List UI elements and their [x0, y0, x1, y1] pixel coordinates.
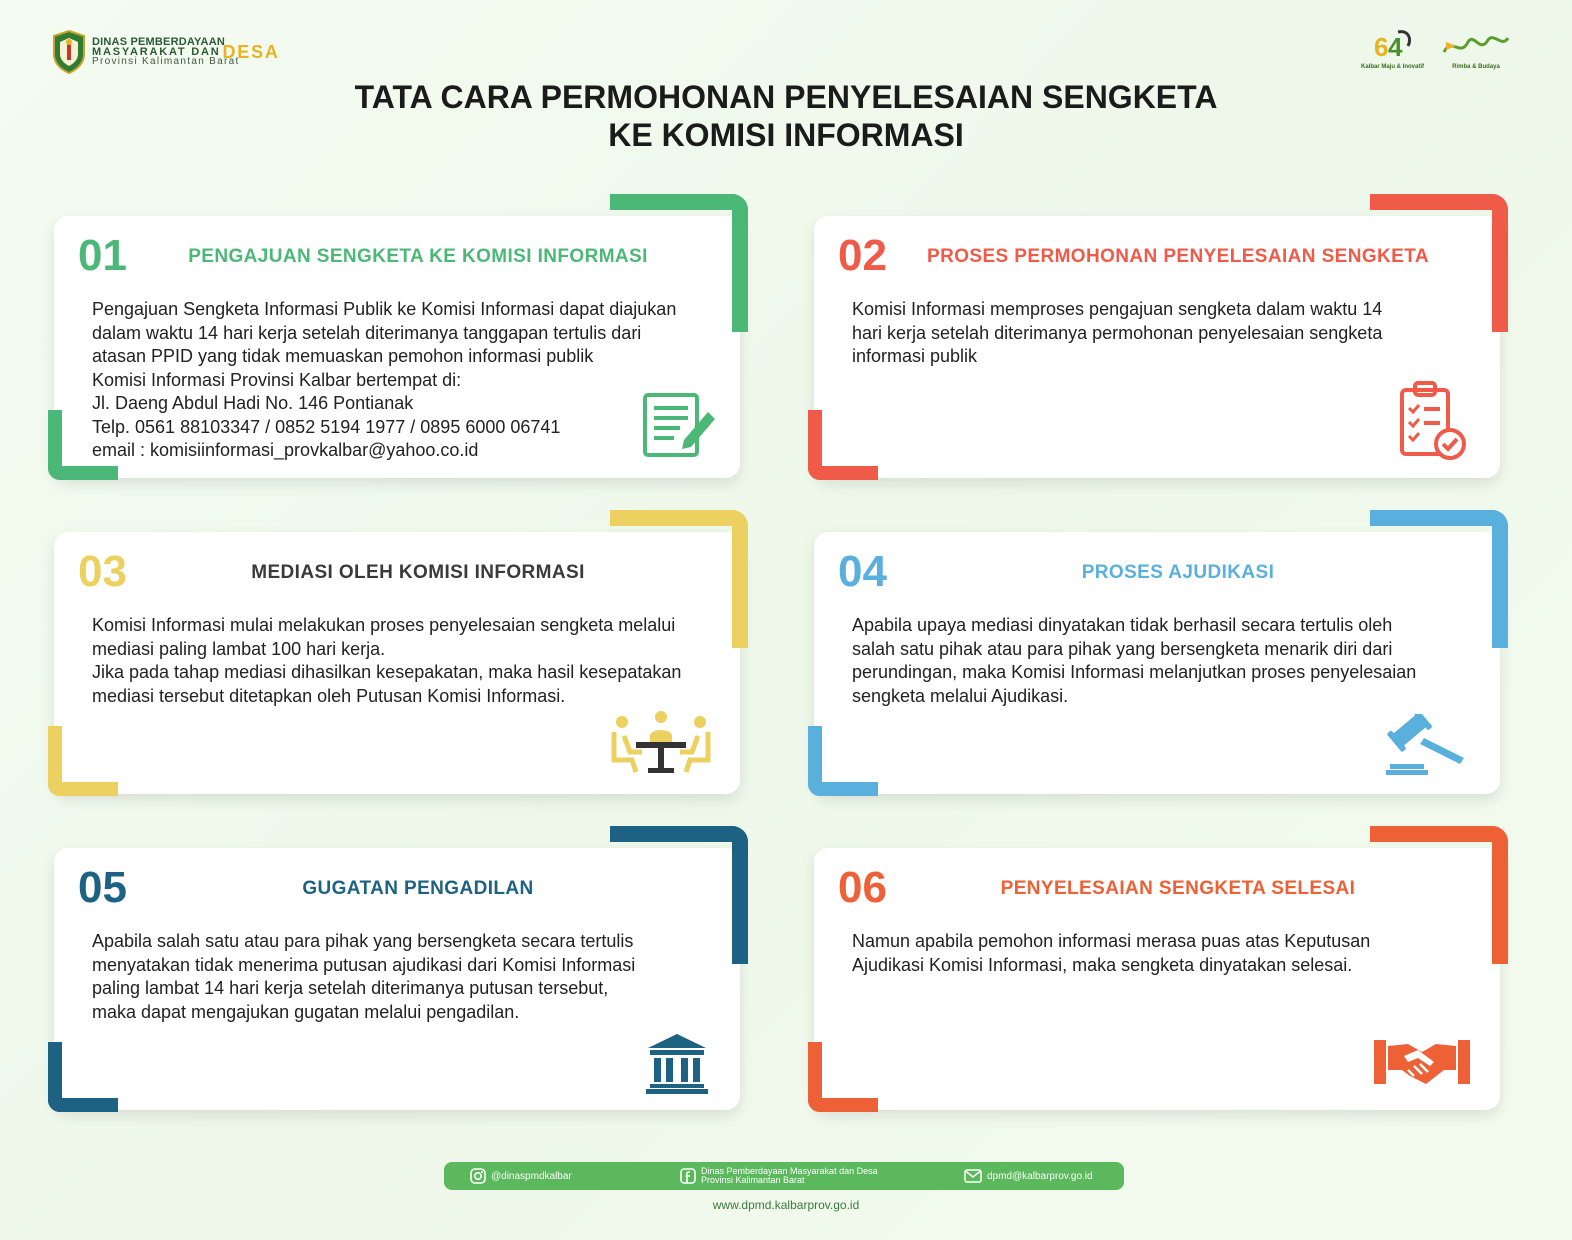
step-card-04	[808, 510, 1498, 792]
facebook-page-line1: Dinas Pemberdayaan Masyarakat dan Desa	[701, 1166, 878, 1176]
step-line: Namun apabila pemohon informasi merasa puas atas Keputusan	[852, 931, 1371, 951]
document-edit-icon	[642, 392, 718, 458]
step-description	[92, 298, 712, 463]
crest-icon	[52, 30, 86, 74]
meeting-icon	[610, 710, 712, 776]
step-line: paling lambat 14 hari kerja setelah diterimanya putusan tersebut,	[92, 978, 609, 998]
email-address: dpmd@kalbarprov.go.id	[987, 1170, 1093, 1182]
step-line: Jl. Daeng Abdul Hadi No. 146 Pontianak	[92, 393, 414, 413]
step-line: Ajudikasi Komisi Informasi, maka sengketa dinyatakan selesai.	[852, 954, 1353, 975]
footer-email[interactable]	[964, 1169, 1093, 1183]
step-number: 05	[78, 863, 127, 912]
step-line: atasan PPID yang tidak memuaskan pemohon informasi publik	[92, 346, 594, 366]
step-description	[852, 614, 1472, 708]
org-province: Provinsi Kalimantan Barat	[92, 56, 240, 67]
clipboard-check-icon	[1398, 380, 1468, 462]
step-card-06	[808, 826, 1498, 1108]
kalbar-script-icon	[1440, 28, 1512, 64]
kalbar-rimba-caption: Rimba & Budaya	[1452, 64, 1500, 70]
step-line: Pengajuan Sengketa Informasi Publik ke Komisi Informasi dapat diajukan	[92, 299, 677, 319]
page-title-line1: TATA CARA PERMOHONAN PENYELESAIAN SENGKETA	[354, 79, 1218, 115]
step-card-05	[48, 826, 738, 1108]
kalbar-maju-caption: Kalbar Maju & Inovatif	[1360, 64, 1424, 70]
corner-accent-bottom	[808, 1042, 878, 1112]
step-description	[92, 614, 712, 708]
step-line: maka dapat mengajukan gugatan melalui pengadilan.	[92, 1001, 520, 1022]
step-number: 06	[838, 863, 887, 912]
step-line: dalam waktu 14 hari kerja setelah diterimanya tanggapan tertulis dari	[92, 322, 642, 343]
step-description	[852, 930, 1472, 977]
org-logo	[52, 30, 280, 74]
step-heading: PENYELESAIAN SENGKETA SELESAI	[1000, 878, 1356, 899]
step-line: mediasi paling lambat 100 hari kerja.	[92, 638, 386, 659]
footer-instagram[interactable]	[470, 1168, 572, 1184]
gavel-icon	[1386, 714, 1468, 776]
step-card-02	[808, 194, 1498, 476]
step-line: Telp. 0561 88103347 / 0852 5194 1977 / 0895 6000 06741	[92, 416, 561, 437]
step-number: 02	[838, 231, 887, 280]
step-line: menyatakan tidak menerima putusan ajudikasi dari Komisi Informasi	[92, 954, 636, 975]
step-description	[852, 298, 1472, 369]
step-number: 03	[78, 547, 127, 596]
step-card-03	[48, 510, 738, 792]
step-heading: GUGATAN PENGADILAN	[302, 878, 534, 899]
step-heading: PROSES AJUDIKASI	[1081, 562, 1275, 583]
step-line: Jika pada tahap mediasi dihasilkan kesepakatan, maka hasil kesepatakan	[92, 662, 682, 682]
org-name-line2: MASYARAKAT DAN	[92, 46, 221, 58]
svg-text:6: 6	[1374, 32, 1389, 62]
website-link[interactable]: www.dpmd.kalbarprov.go.id	[712, 1198, 860, 1212]
step-line: Apabila upaya mediasi dinyatakan tidak berhasil secara tertulis oleh	[852, 615, 1393, 635]
step-line: informasi publik	[852, 346, 978, 366]
org-name-line1: DINAS PEMBERDAYAAN	[92, 36, 225, 48]
corner-accent-bottom	[48, 1042, 118, 1112]
step-heading: PENGAJUAN SENGKETA KE KOMISI INFORMASI	[188, 246, 648, 267]
step-card-01	[48, 194, 738, 476]
kalbar-64-icon	[1368, 28, 1416, 64]
step-line: Komisi Informasi memproses pengajuan sengketa dalam waktu 14	[852, 299, 1383, 319]
step-line: Apabila salah satu atau para pihak yang bersengketa secara tertulis	[92, 931, 634, 951]
org-name-desa: DESA	[222, 42, 280, 62]
step-number: 04	[838, 547, 887, 596]
footer-contact-bar	[444, 1162, 1124, 1190]
step-line: hari kerja setelah diterimanya permohonan penyelesaian sengketa	[852, 322, 1383, 343]
facebook-icon	[680, 1168, 696, 1184]
mail-icon	[964, 1169, 982, 1183]
svg-text:4: 4	[1388, 32, 1403, 62]
step-line: email : komisiinformasi_provkalbar@yahoo.co.id	[92, 440, 479, 460]
step-heading: MEDIASI OLEH KOMISI INFORMASI	[251, 562, 585, 583]
step-line: sengketa melalui Ajudikasi.	[852, 685, 1069, 706]
step-heading: PROSES PERMOHONAN PENYELESAIAN SENGKETA	[927, 246, 1429, 267]
courthouse-icon	[646, 1032, 708, 1094]
corner-accent-bottom	[808, 726, 878, 796]
kalbar-maju-logo	[1361, 28, 1424, 70]
instagram-handle: @dinaspmdkalbar	[491, 1170, 572, 1182]
corner-accent-bottom	[808, 410, 878, 480]
facebook-page-line2: Provinsi Kalimantan Barat	[701, 1175, 805, 1185]
step-line: salah satu pihak atau para pihak yang bersengketa menarik diri dari	[852, 638, 1393, 659]
partner-logos	[1361, 28, 1512, 70]
page-title-line2: KE KOMISI INFORMASI	[608, 117, 964, 153]
page-title	[0, 78, 1572, 154]
footer-facebook[interactable]	[680, 1167, 878, 1185]
corner-accent-bottom	[48, 726, 118, 796]
instagram-icon	[470, 1168, 486, 1184]
step-line: Komisi Informasi Provinsi Kalbar bertempat di:	[92, 369, 462, 390]
handshake-icon	[1374, 1036, 1470, 1088]
step-line: perundingan, maka Komisi Informasi melanjutkan proses penyelesaian	[852, 662, 1417, 682]
kalbar-rimba-logo	[1440, 28, 1512, 70]
step-number: 01	[78, 231, 127, 280]
step-line: Komisi Informasi mulai melakukan proses penyelesaian sengketa melalui	[92, 615, 676, 635]
step-description	[92, 930, 712, 1024]
step-line: mediasi tersebut ditetapkan oleh Putusan Komisi Informasi.	[92, 685, 566, 706]
